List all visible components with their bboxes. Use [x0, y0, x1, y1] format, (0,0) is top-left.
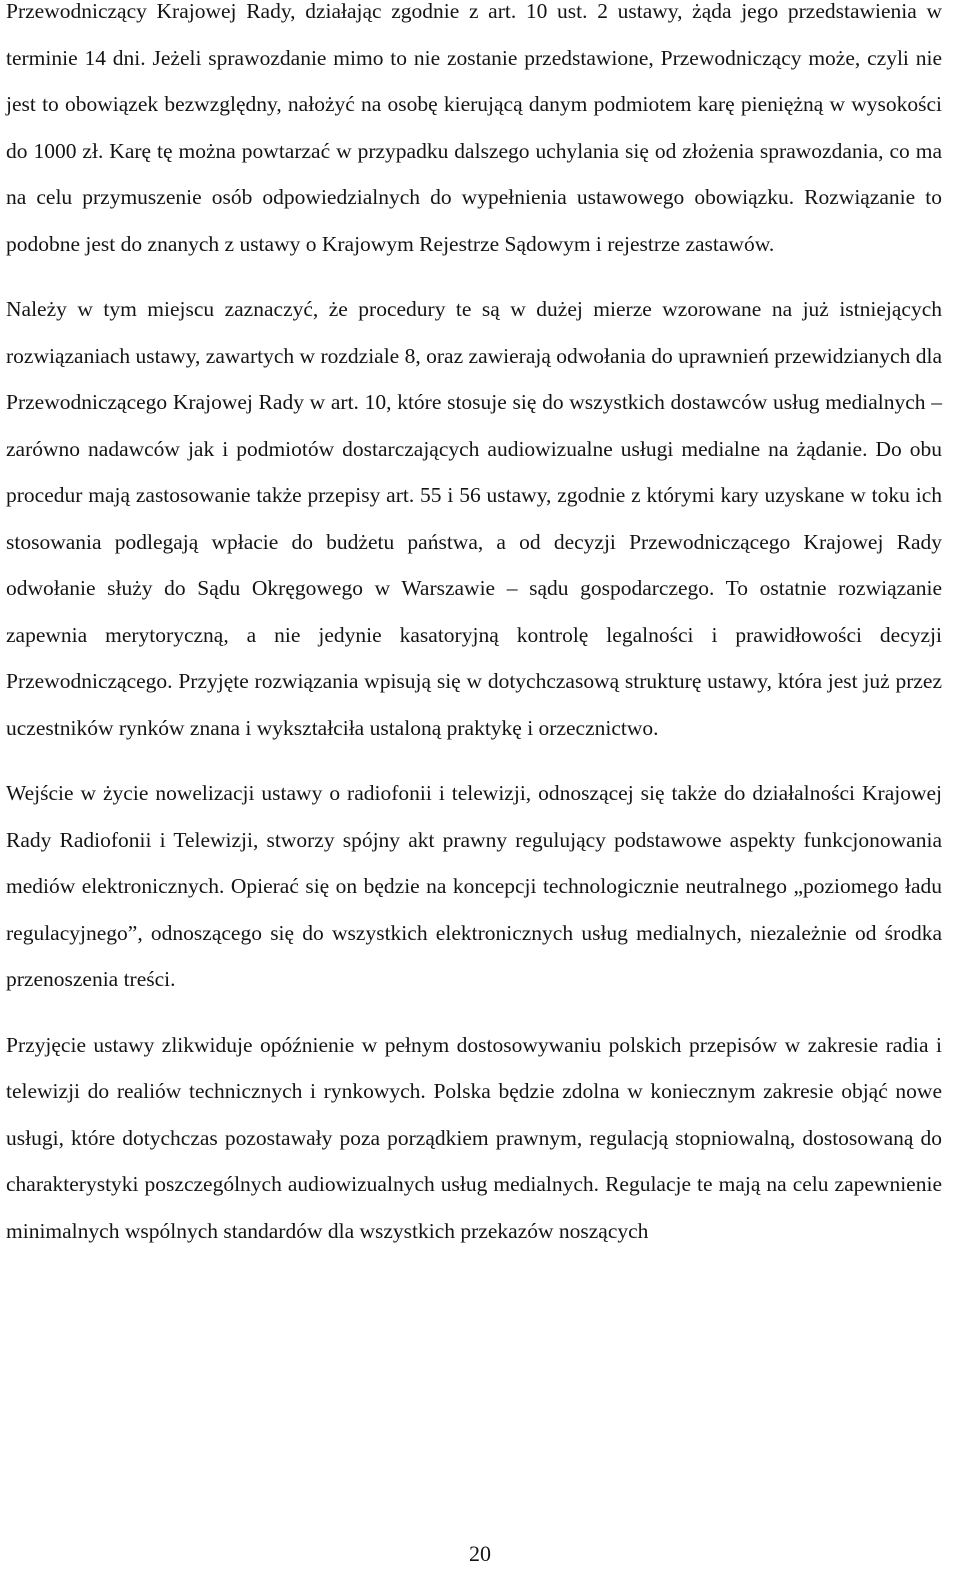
- paragraph-1: Przewodniczący Krajowej Rady, działając zgodnie z art. 10 ust. 2 ustawy, żąda jego przedstawienia w terminie 14 dni. Jeżeli sprawozdanie mimo to nie zostanie przedstawione, Przewodniczący może, czyli nie jest to obowiązek bezwzględny, nałożyć na osobę kierującą danym podmiotem karę pieniężną w wysokości do 1000 zł. Karę tę można powtarzać w przypadku dalszego uchylania się od złożenia sprawozdania, co ma na celu przymuszenie osób odpowiedzialnych do wypełnienia ustawowego obowiązku. Rozwiązanie to podobne jest do znanych z ustawy o Krajowym Rejestrze Sądowym i rejestrze zastawów.: [6, 0, 942, 256]
- paragraph-2: Należy w tym miejscu zaznaczyć, że procedury te są w dużej mierze wzorowane na już istniejących rozwiązaniach ustawy, zawartych w rozdziale 8, oraz zawierają odwołania do uprawnień przewidzianych dla Przewodniczącego Krajowej Rady w art. 10, które stosuje się do wszystkich dostawców usług medialnych – zarówno nadawców jak i podmiotów dostarczających audiowizualne usługi medialne na żądanie. Do obu procedur mają zastosowanie także przepisy art. 55 i 56 ustawy, zgodnie z którymi kary uzyskane w toku ich stosowania podlegają wpłacie do budżetu państwa, a od decyzji Przewodniczącego Krajowej Rady odwołanie służy do Sądu Okręgowego w Warszawie – sądu gospodarczego. To ostatnie rozwiązanie zapewnia merytoryczną, a nie jedynie kasatoryjną kontrolę legalności i prawidłowości decyzji Przewodniczącego. Przyjęte rozwiązania wpisują się w dotychczasową strukturę ustawy, która jest już przez uczestników rynków znana i wykształciła ustaloną praktykę i orzecznictwo.: [6, 297, 942, 740]
- paragraph-3: Wejście w życie nowelizacji ustawy o radiofonii i telewizji, odnoszącej się także do działalności Krajowej Rady Radiofonii i Telewizji, stworzy spójny akt prawny regulujący podstawowe aspekty funkcjonowania mediów elektronicznych. Opierać się on będzie na koncepcji technologicznie neutralnego „poziomego ładu regulacyjnego”, odnoszącego się do wszystkich elektronicznych usług medialnych, niezależnie od środka przenoszenia treści.: [6, 781, 942, 991]
- paragraph-4: Przyjęcie ustawy zlikwiduje opóźnienie w pełnym dostosowywaniu polskich przepisów w zakresie radia i telewizji do realiów technicznych i rynkowych. Polska będzie zdolna w koniecznym zakresie objąć nowe usługi, które dotychczas pozostawały poza porządkiem prawnym, regulacją stopniowalną, dostosowaną do charakterystyki poszczególnych audiowizualnych usług medialnych. Regulacje te mają na celu zapewnienie minimalnych wspólnych standardów dla wszystkich przekazów noszących: [6, 1032, 942, 1243]
- document-page: [6, 0, 942, 1254]
- page-number: 20: [469, 1541, 491, 1566]
